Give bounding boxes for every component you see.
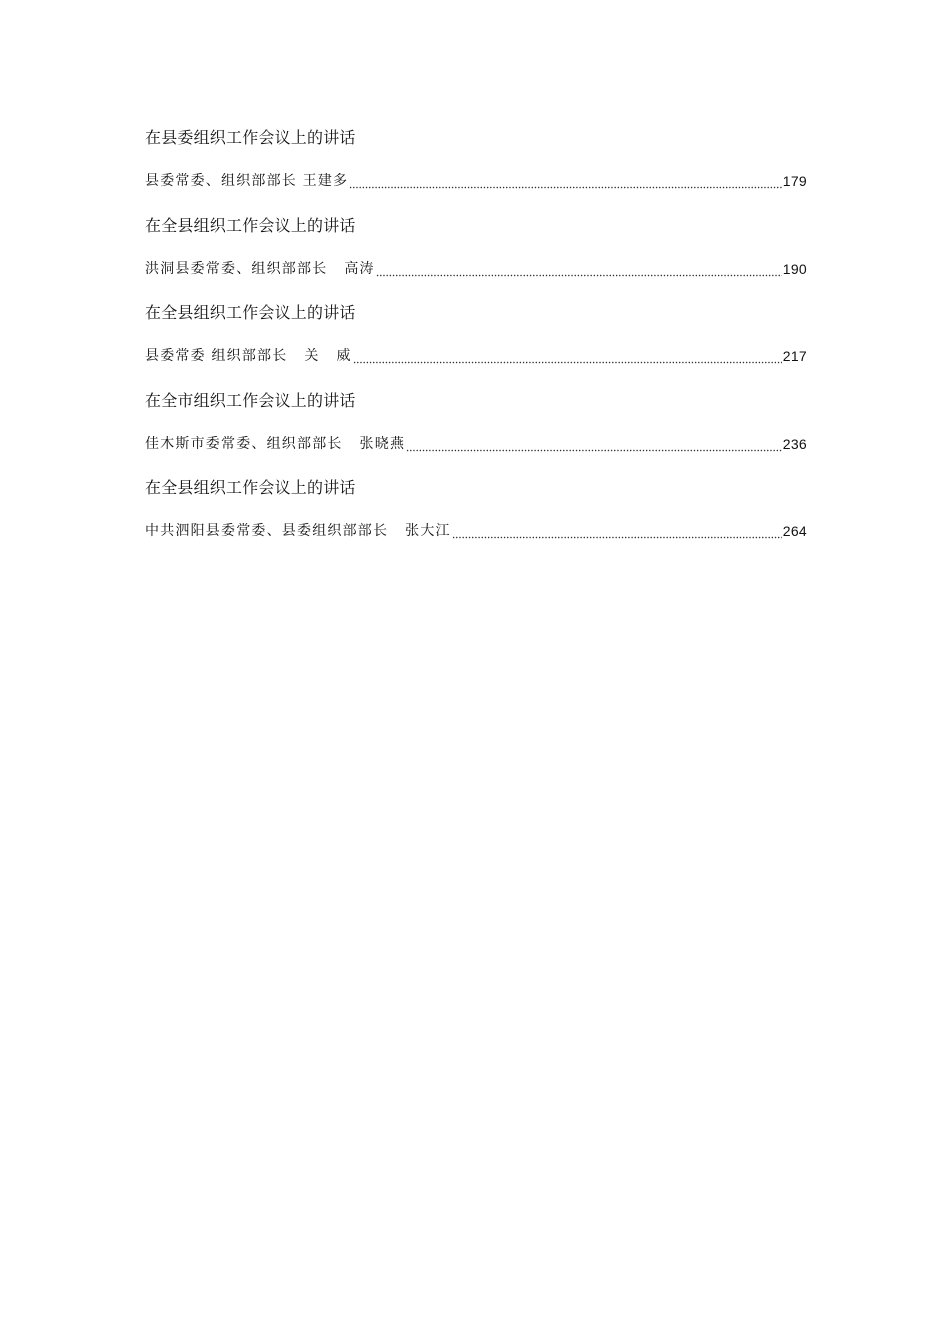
toc-entry-page-number: 236	[782, 435, 807, 452]
toc-entry-page-number: 190	[782, 260, 807, 277]
toc-entry-author: 佳木斯市委常委、组织部部长 张晓燕	[145, 435, 406, 452]
toc-entry[interactable]	[145, 387, 807, 475]
toc-entry-page-number: 179	[782, 173, 807, 189]
dot-leader	[452, 521, 782, 541]
toc-entry[interactable]	[145, 124, 807, 212]
toc-entry-author-line	[145, 521, 807, 541]
toc-entry-author-line	[145, 434, 807, 454]
dot-leader	[406, 434, 782, 454]
toc-entry[interactable]	[145, 299, 807, 387]
toc-entry-author: 中共泗阳县委常委、县委组织部部长 张大江	[145, 523, 451, 539]
toc-entry-title: 在县委组织工作会议上的讲话	[145, 128, 356, 147]
table-of-contents	[145, 124, 807, 562]
toc-entry-page-number: 217	[782, 348, 807, 364]
dot-leader	[353, 346, 782, 366]
toc-entry-title: 在全县组织工作会议上的讲话	[145, 478, 356, 497]
dot-leader	[349, 171, 781, 191]
toc-entry-author-line	[145, 171, 807, 191]
toc-entry[interactable]	[145, 474, 807, 562]
toc-entry-title: 在全县组织工作会议上的讲话	[145, 303, 356, 322]
toc-entry-author: 县委常委、组织部部长 王建多	[145, 173, 349, 189]
toc-entry-author-line	[145, 259, 807, 279]
toc-entry-author: 县委常委 组织部部长 关 威	[145, 348, 352, 364]
toc-entry-author: 洪洞县委常委、组织部部长 高涛	[145, 260, 375, 277]
toc-entry-title: 在全市组织工作会议上的讲话	[145, 390, 356, 410]
toc-entry-title: 在全县组织工作会议上的讲话	[145, 215, 356, 235]
dot-leader	[376, 259, 782, 279]
toc-entry[interactable]	[145, 212, 807, 300]
toc-entry-page-number: 264	[782, 523, 807, 539]
toc-entry-author-line	[145, 346, 807, 366]
